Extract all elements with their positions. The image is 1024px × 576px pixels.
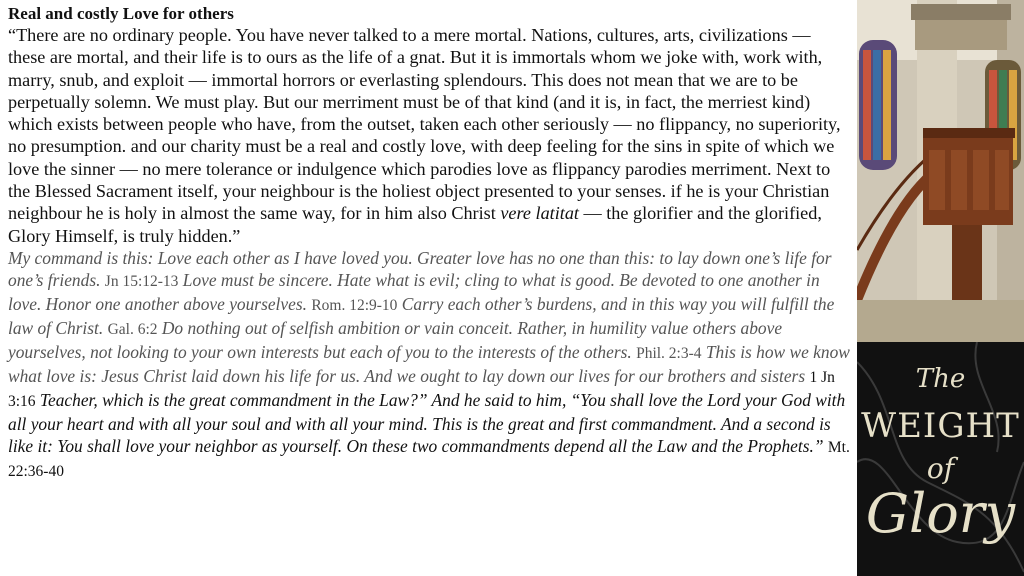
verse-text: My command is this: Love each other as I have loved you. Greater love has no one than this: to lay down one’s life for one’s friends. — [8, 247, 832, 290]
verse-ref: Gal. 6:2 — [107, 320, 158, 338]
text-column — [8, 3, 850, 483]
verse-text: This is how we know what love is: Jesus Christ laid down his life for us. And we ought to lay down our lives for our brothers and sisters — [8, 341, 850, 386]
quote-latin: vere latitat — [500, 203, 579, 224]
stained-glass-window — [859, 40, 897, 170]
cover-title-glory: Glory — [865, 482, 1016, 545]
cover-title-the: The — [915, 364, 966, 394]
verse-text: Carry each other’s burdens, and in this way you will fulfill the law of Christ. — [8, 293, 835, 338]
lewis-quote — [8, 24, 850, 247]
verse-text: Do nothing out of selfish ambition or vain conceit. Rather, in humility value others above yourselves, not looking to your own interests but each of you to the interests of the others. — [8, 317, 783, 362]
book-cover — [857, 342, 1024, 576]
verse-ref: Jn 15:12-13 — [104, 272, 179, 290]
verse-text: Love must be sincere. Hate what is evil; cling to what is good. Be devoted to one another in love. Honor one another above yourselves. — [8, 269, 820, 314]
quote-ending: — the glorifier and the glorified, Glory Himself, is truly hidden.” — [8, 203, 822, 246]
verse-text: Teacher, which is the great commandment in the Law?” And he said to him, “You shall love the Lord your God with all your heart and with all your soul and with all your mind. This is the great and first commandment. And a second is like it: You shall love your neighbor as yourself. On these two commandments depend all the Law and the Prophets.” — [8, 389, 846, 456]
verse-ref: Rom. 12:9-10 — [311, 296, 398, 314]
verse-ref: 1 Jn 3:16 — [8, 368, 835, 410]
quote-body: “There are no ordinary people. You have never talked to a mere mortal. Nations, cultures, arts, civilizations — these are mortal, and their life is to ours as the life of a gnat. But it is immortals whom we joke with, work with, marry, snub, and exploit — immortal horrors or everlasting splendours. This does not mean that we are to be perpetually solemn. We must play. But our merriment must be of that kind (and it is, in fact, the merriest kind) which exists between people who have, from the outset, taken each other seriously — no flippancy, no superiority, no presumption. and our charity must be a real and costly love, with deep feeling for the sins in spite of which we love the sinner — no mere tolerance or indulgence which parodies love as flippancy parodies merriment. Next to the Blessed Sacrament itself, your neighbour is the holiest object presented to your senses. if he is your Christian neighbour he is holy in almost the same way, for in him also Christ — [8, 25, 841, 224]
image-column — [857, 0, 1024, 576]
scripture-passages — [8, 247, 850, 483]
cover-title-weight: WEIGHT — [861, 406, 1020, 446]
church-pulpit-image — [857, 0, 1024, 342]
page-title: Real and costly Love for others — [8, 4, 234, 23]
verse-ref: Phil. 2:3-4 — [636, 344, 702, 362]
verse-ref: Mt. 22:36-40 — [8, 438, 850, 480]
cover-title-of: of — [926, 452, 955, 485]
